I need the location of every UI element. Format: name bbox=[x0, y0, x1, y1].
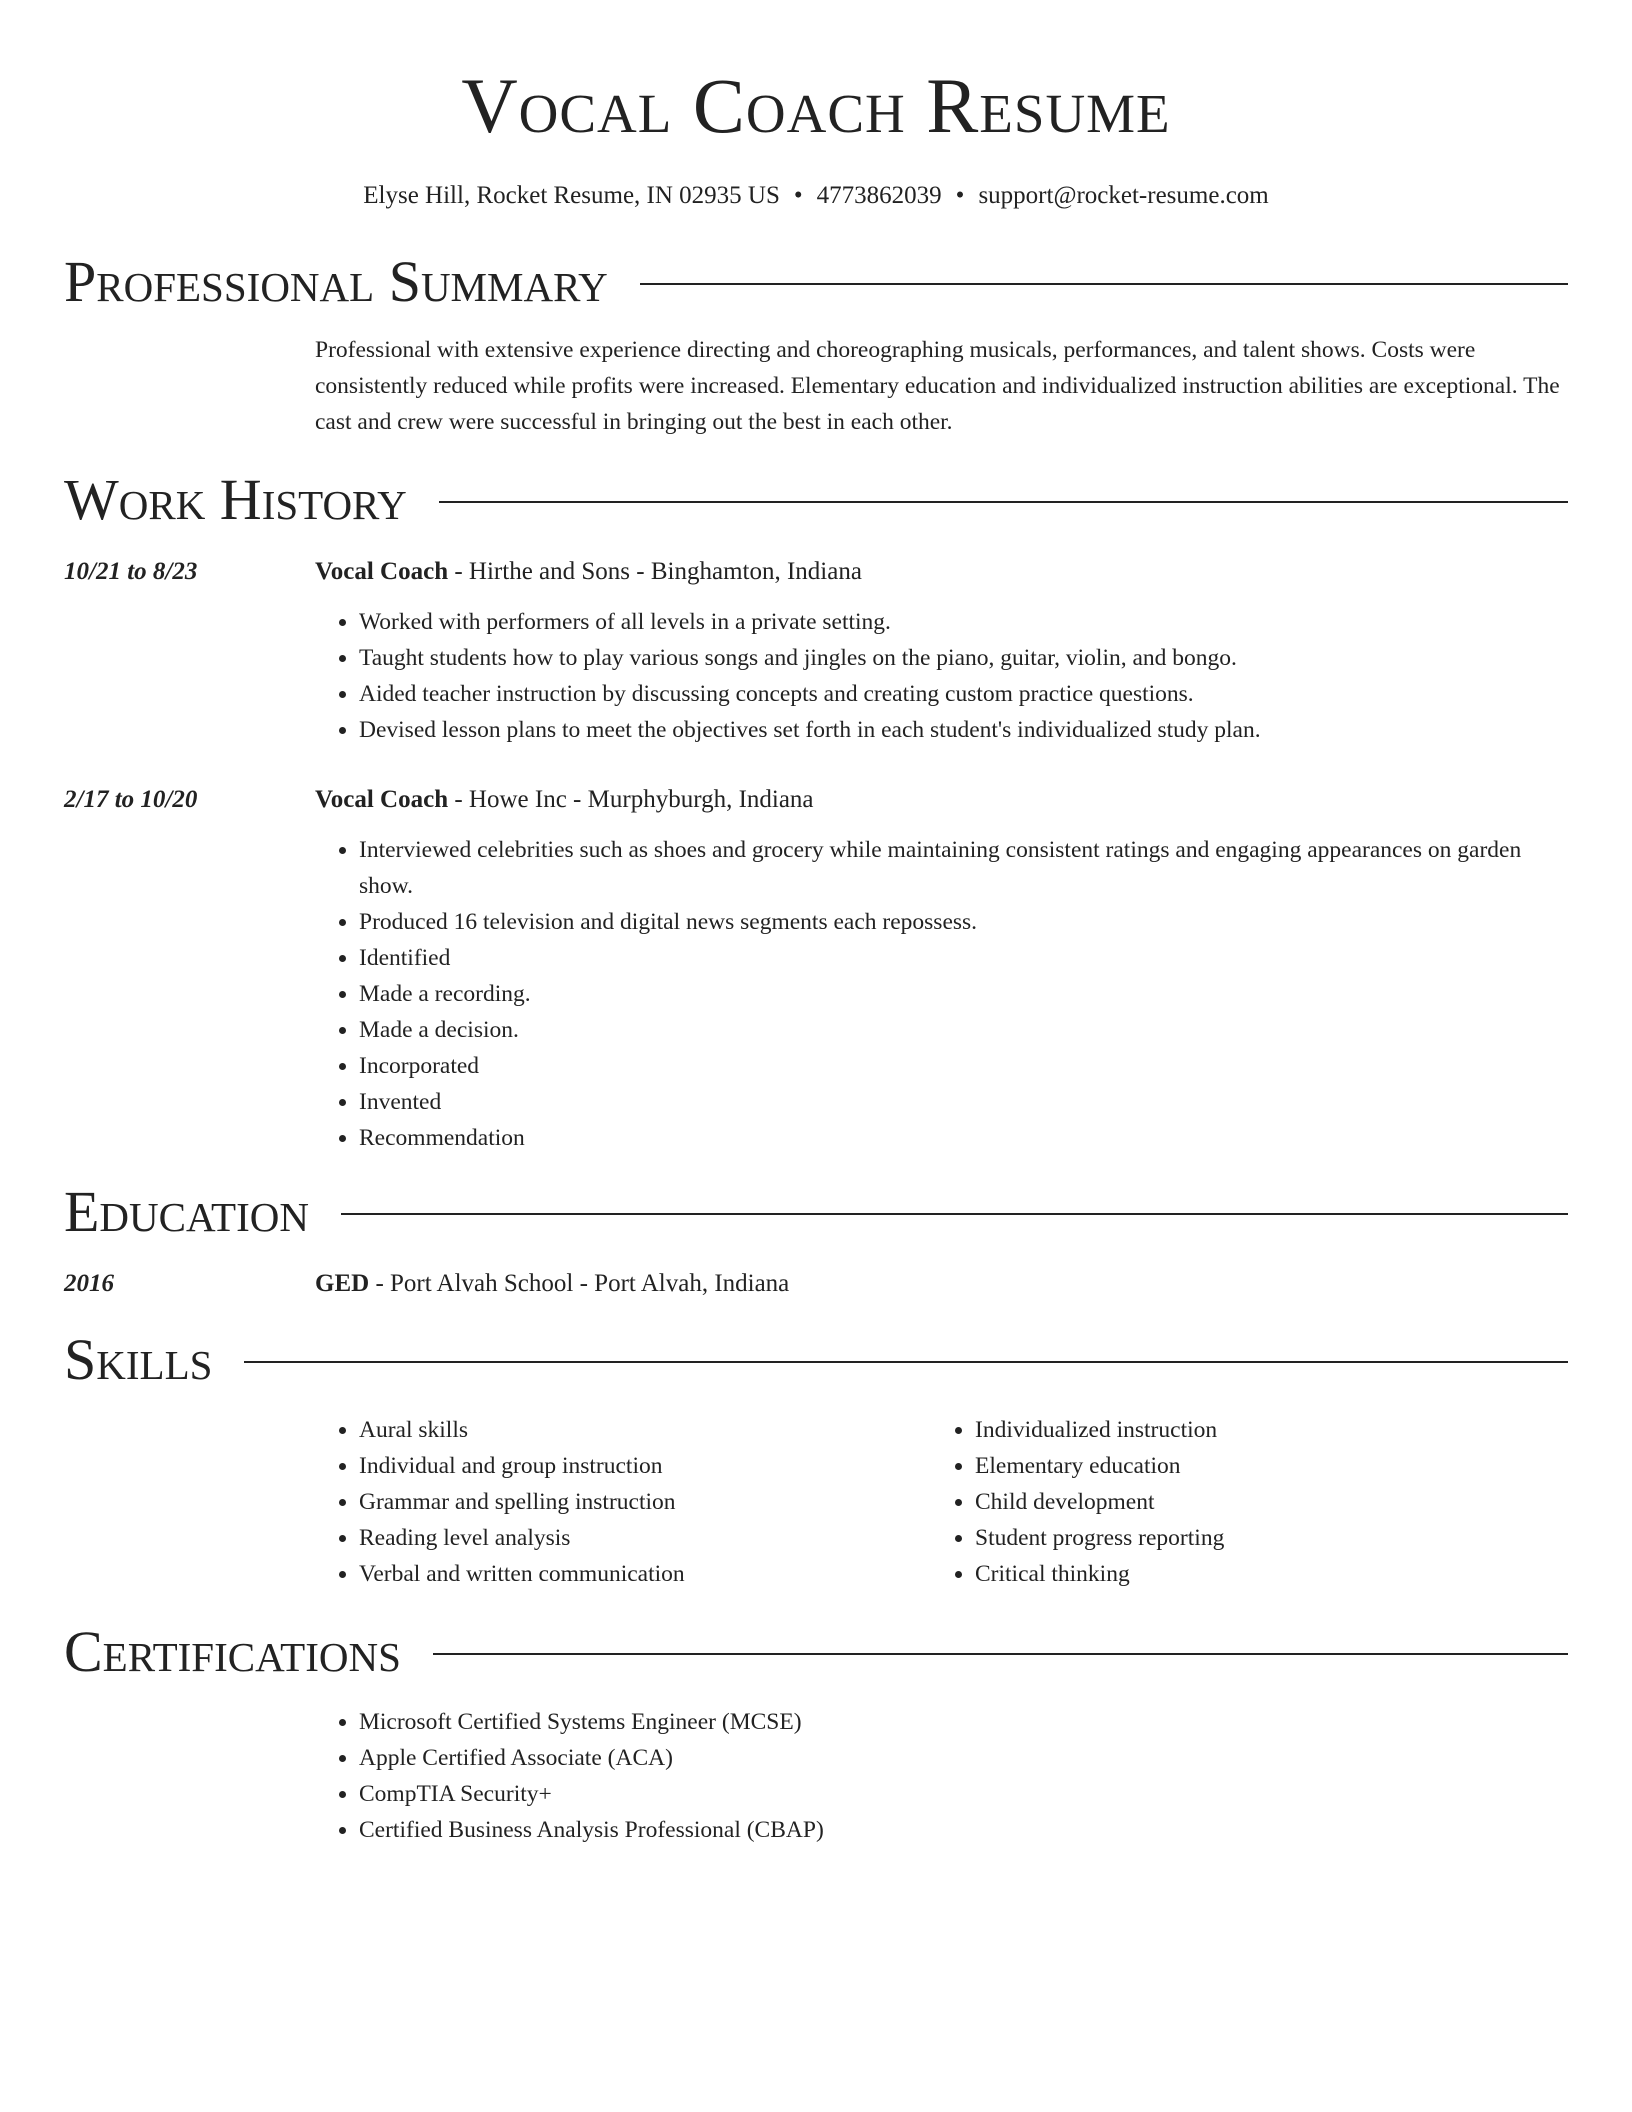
job-detail bbox=[315, 782, 1568, 1156]
certifications-body bbox=[315, 1704, 1568, 1848]
skills-section-header bbox=[64, 1328, 1568, 1392]
list-item: • Elementary education bbox=[975, 1448, 1547, 1484]
certifications-list bbox=[315, 1704, 1568, 1848]
contact-separator: • bbox=[793, 182, 803, 209]
job-entry bbox=[64, 782, 1568, 1156]
contact-line bbox=[64, 180, 1568, 212]
list-item: • Student progress reporting bbox=[975, 1520, 1547, 1556]
section-divider bbox=[244, 1361, 1568, 1363]
list-item: • Made a decision. bbox=[359, 1012, 1568, 1048]
education-school: - Port Alvah School - Port Alvah, Indiana bbox=[369, 1270, 790, 1297]
summary-body bbox=[315, 332, 1568, 440]
section-divider bbox=[341, 1213, 1568, 1215]
list-item: • Identified bbox=[359, 940, 1568, 976]
list-item: • Invented bbox=[359, 1084, 1568, 1120]
job-title: Vocal Coach bbox=[315, 786, 449, 813]
list-item: • Apple Certified Associate (ACA) bbox=[359, 1740, 1568, 1776]
summary-section-header bbox=[64, 250, 1568, 314]
contact-phone: 4773862039 bbox=[816, 182, 942, 209]
education-section-header bbox=[64, 1180, 1568, 1244]
skills-heading: Skills bbox=[64, 1327, 213, 1392]
job-bullet-list bbox=[315, 832, 1568, 1156]
skills-list-left bbox=[315, 1412, 931, 1592]
education-year: 2016 bbox=[64, 1270, 114, 1297]
list-item: • Child development bbox=[975, 1484, 1547, 1520]
certifications-heading: Certifications bbox=[64, 1619, 401, 1684]
summary-heading: Professional Summary bbox=[64, 249, 608, 314]
list-item: • Interviewed celebrities such as shoes and grocery while maintaining consistent ratings and engaging appearances on garden show. bbox=[359, 832, 1568, 904]
summary-text: Professional with extensive experience directing and choreographing musicals, performances, and talent shows. Costs were consistently reduced while profits were increased. Elementary education and individualized instruction abilities are exceptional. The cast and crew were successful in bringing out the best in each other. bbox=[315, 337, 1560, 435]
list-item: • Certified Business Analysis Professional (CBAP) bbox=[359, 1812, 1568, 1848]
job-employer: - Hirthe and Sons - Binghamton, Indiana bbox=[448, 558, 862, 585]
list-item: • Grammar and spelling instruction bbox=[359, 1484, 931, 1520]
job-title: Vocal Coach bbox=[315, 558, 449, 585]
list-item: • Individual and group instruction bbox=[359, 1448, 931, 1484]
education-heading: Education bbox=[64, 1179, 309, 1244]
list-item: • Critical thinking bbox=[975, 1556, 1547, 1592]
list-item: • CompTIA Security+ bbox=[359, 1776, 1568, 1812]
job-employer: - Howe Inc - Murphyburgh, Indiana bbox=[448, 786, 814, 813]
education-detail bbox=[315, 1266, 1568, 1302]
job-entry bbox=[64, 554, 1568, 748]
list-item: • Verbal and written communication bbox=[359, 1556, 931, 1592]
list-item: • Worked with performers of all levels in a private setting. bbox=[359, 604, 1568, 640]
section-divider bbox=[640, 283, 1568, 285]
list-item: • Incorporated bbox=[359, 1048, 1568, 1084]
work-section-header bbox=[64, 468, 1568, 532]
resume-title: Vocal Coach Resume bbox=[461, 62, 1171, 149]
contact-address: Elyse Hill, Rocket Resume, IN 02935 US bbox=[363, 182, 780, 209]
list-item: • Microsoft Certified Systems Engineer (MCSE) bbox=[359, 1704, 1568, 1740]
job-detail bbox=[315, 554, 1568, 748]
list-item: • Taught students how to play various songs and jingles on the piano, guitar, violin, and bongo. bbox=[359, 640, 1568, 676]
list-item: • Aural skills bbox=[359, 1412, 931, 1448]
job-dates: 10/21 to 8/23 bbox=[64, 558, 198, 585]
certifications-section-header bbox=[64, 1620, 1568, 1684]
list-item: • Recommendation bbox=[359, 1120, 1568, 1156]
job-dates: 2/17 to 10/20 bbox=[64, 786, 198, 813]
section-divider bbox=[433, 1653, 1568, 1655]
list-item: • Devised lesson plans to meet the objectives set forth in each student's individualized study plan. bbox=[359, 712, 1568, 748]
contact-separator: • bbox=[955, 182, 965, 209]
list-item: • Aided teacher instruction by discussing concepts and creating custom practice questions. bbox=[359, 676, 1568, 712]
list-item: • Made a recording. bbox=[359, 976, 1568, 1012]
job-bullet-list bbox=[315, 604, 1568, 748]
contact-email: support@rocket-resume.com bbox=[978, 182, 1269, 209]
education-entry bbox=[64, 1266, 1568, 1302]
list-item: • Individualized instruction bbox=[975, 1412, 1547, 1448]
list-item: • Reading level analysis bbox=[359, 1520, 931, 1556]
list-item: • Produced 16 television and digital news segments each repossess. bbox=[359, 904, 1568, 940]
skills-list-right bbox=[931, 1412, 1547, 1592]
skills-grid bbox=[315, 1412, 1568, 1592]
section-divider bbox=[439, 501, 1568, 503]
work-heading: Work History bbox=[64, 467, 407, 532]
education-degree: GED bbox=[315, 1270, 370, 1297]
skills-body bbox=[315, 1412, 1568, 1592]
